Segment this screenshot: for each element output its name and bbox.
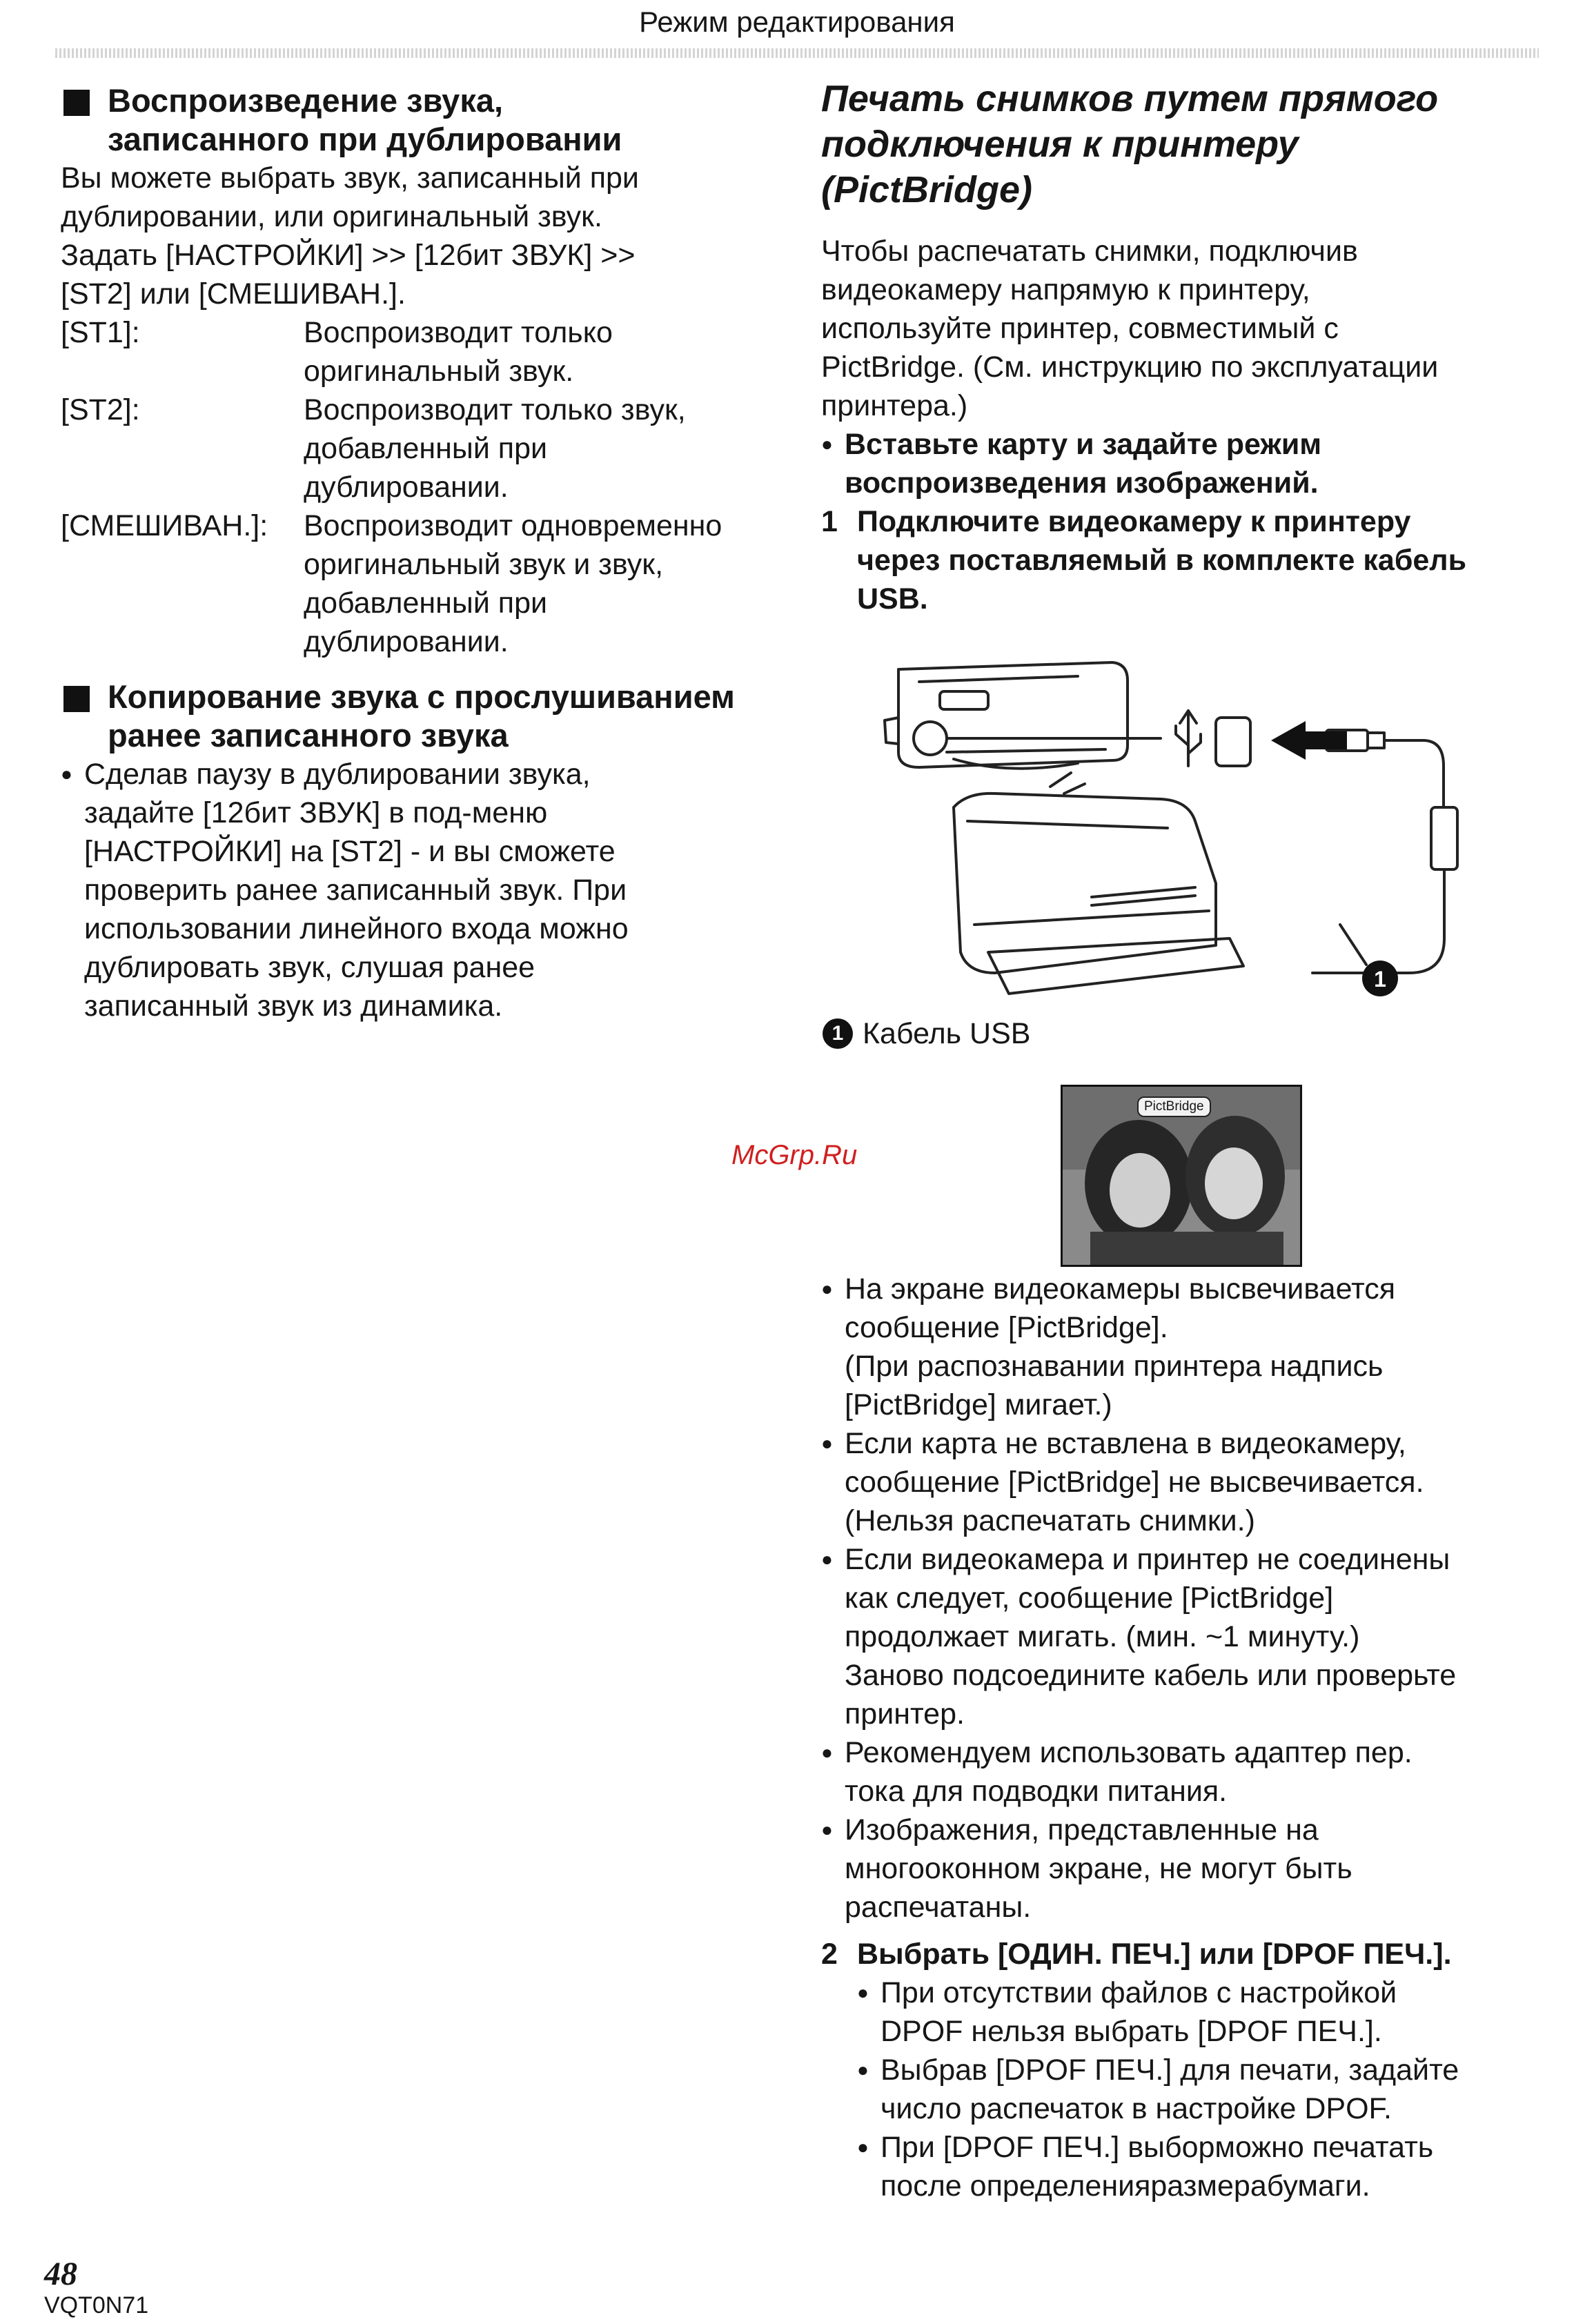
- text-line: после определенияразмерабумаги.: [880, 2169, 1370, 2203]
- text-line: PictBridge. (См. инструкцию по эксплуатации: [821, 351, 1439, 384]
- text-line: дублировании.: [304, 625, 509, 658]
- printer-icon: [954, 794, 1243, 994]
- text-line: использовании линейного входа можно: [84, 912, 629, 945]
- definition-row-st2: [61, 391, 792, 506]
- text-line: [ST2] или [СМЕШИВАН.].: [61, 277, 406, 311]
- definition-row-mix: [61, 506, 792, 661]
- note-item: [821, 1270, 1546, 1424]
- right-column-top: [821, 76, 1546, 618]
- text-line: используйте принтер, совместимый с: [821, 312, 1339, 345]
- text-line: ● При [DPOF ПЕЧ.] выборможно печатать: [880, 2131, 1434, 2164]
- header-rule: [55, 48, 1539, 58]
- watermark: McGrp.Ru: [731, 1140, 858, 1170]
- callout-badge: 1: [823, 1018, 853, 1049]
- left-column: [61, 81, 792, 1025]
- text-line: Воспроизводит только звук,: [304, 393, 686, 426]
- text-line: Заново подсоедините кабель или проверьте: [845, 1659, 1457, 1692]
- usb-icon: [1176, 711, 1201, 766]
- text-line: видеокамеру напрямую к принтеру,: [821, 273, 1310, 306]
- text-line: дублировании, или оригинальный звук.: [61, 200, 602, 233]
- text-line: продолжает мигать. (мин. ~1 минуту.): [845, 1620, 1360, 1653]
- text-line: DPOF нельзя выбрать [DPOF ПЕЧ.].: [880, 2015, 1382, 2048]
- pictbridge-title: [821, 76, 1546, 213]
- pictbridge-badge: PictBridge: [1137, 1096, 1211, 1117]
- model-code: VQT0N71: [44, 2292, 149, 2318]
- step-2-bullets: [821, 1973, 1546, 2205]
- section-title-line: Воспроизведение звука,: [108, 82, 504, 119]
- callout-number: 1: [1374, 967, 1386, 992]
- pictbridge-intro: [821, 232, 1546, 425]
- text-line: ● Сделав паузу в дублировании звука,: [84, 758, 591, 791]
- camcorder-icon: [885, 662, 1128, 769]
- figure-caption: [823, 1014, 1030, 1053]
- usb-port-icon: [1216, 718, 1250, 766]
- step-bullet: [857, 1973, 1546, 2051]
- right-column-notes: [821, 1270, 1546, 2205]
- text-line: ● Рекомендуем использовать адаптер пер.: [845, 1736, 1413, 1769]
- text-line: оригинальный звук и звук,: [304, 548, 664, 581]
- text-line: задайте [12бит ЗВУК] в под-меню: [84, 796, 548, 829]
- section-heading-sound-copy: [61, 678, 792, 755]
- text-line: ● Выбрав [DPOF ПЕЧ.] для печати, задайте: [880, 2054, 1459, 2087]
- text-line: Задать [НАСТРОЙКИ] >> [12бит ЗВУК] >>: [61, 239, 636, 272]
- definition-value: [304, 313, 792, 391]
- text-line: оригинальный звук.: [304, 355, 574, 388]
- text-line: как следует, сообщение [PictBridge]: [845, 1582, 1334, 1615]
- text-line: число распечаток в настройке DPOF.: [880, 2092, 1392, 2125]
- text-line: (Нельзя распечатать снимки.): [845, 1504, 1255, 1537]
- usb-cable-lower: [1312, 869, 1444, 973]
- section-title-line: записанного при дублировании: [108, 121, 622, 157]
- text-line: сообщение [PictBridge].: [845, 1311, 1168, 1344]
- bullet-item: [61, 755, 792, 1025]
- section-square-icon: [63, 686, 90, 712]
- section-heading-dubbing-playback: [61, 81, 792, 159]
- definition-key: [ST2]:: [61, 393, 140, 426]
- text-line: многооконном экране, не могут быть: [845, 1852, 1352, 1885]
- text-line: Подключите видеокамеру к принтеру: [857, 505, 1411, 538]
- camera-printer-illustration: [871, 649, 1492, 1014]
- section-title-line: ранее записанного звука: [108, 717, 509, 754]
- definition-row-st1: [61, 313, 792, 391]
- page-number: 48: [44, 2256, 77, 2292]
- title-line: Печать снимков путем прямого: [821, 78, 1439, 119]
- text-line: принтера.): [821, 389, 968, 422]
- step-2: [821, 1935, 1546, 1973]
- text-line: ● На экране видеокамеры высвечивается: [845, 1272, 1396, 1306]
- definition-value: [304, 506, 792, 661]
- text-line: Воспроизводит одновременно: [304, 509, 722, 542]
- text-line: сообщение [PictBridge] не высвечивается.: [845, 1466, 1424, 1499]
- text-line: дублировании.: [304, 471, 509, 504]
- text-line: [НАСТРОЙКИ] на [ST2] - и вы сможете: [84, 835, 616, 868]
- usb-cable: [1384, 740, 1444, 807]
- text-line: USB.: [857, 582, 928, 616]
- ferrite-core-icon: [1431, 807, 1457, 869]
- text-line: [PictBridge] мигает.): [845, 1388, 1112, 1421]
- step-1: [821, 502, 1546, 618]
- text-line: принтер.: [845, 1697, 965, 1731]
- text-line: Чтобы распечатать снимки, подключив: [821, 235, 1358, 268]
- step-number: 2: [821, 1938, 838, 1971]
- note-item: [821, 1733, 1546, 1811]
- text-line: добавленный при: [304, 587, 548, 620]
- motion-lines: [1050, 773, 1085, 794]
- text-line: Вы можете выбрать звук, записанный при: [61, 161, 639, 195]
- section-title-line: Копирование звука с прослушиванием: [108, 678, 735, 715]
- insert-arrow-icon: [1271, 721, 1347, 760]
- callout-leader: [1340, 925, 1366, 965]
- text-line: ● Если карта не вставлена в видеокамеру,: [845, 1427, 1406, 1460]
- note-item: [821, 1540, 1546, 1733]
- text-line: ● Если видеокамера и принтер не соединены: [845, 1543, 1450, 1576]
- definition-key: [СМЕШИВАН.]:: [61, 509, 268, 542]
- text-line: (При распознавании принтера надпись: [845, 1350, 1384, 1383]
- text-line: ● При отсутствии файлов с настройкой: [880, 1976, 1397, 2009]
- note-item: [821, 1811, 1546, 1927]
- text-line: Воспроизводит только: [304, 316, 613, 349]
- step-bullet: [857, 2051, 1546, 2128]
- step-title: Выбрать [ОДИН. ПЕЧ.] или [DPOF ПЕЧ.].: [857, 1938, 1452, 1971]
- text-line: распечатаны.: [845, 1891, 1032, 1924]
- text-line: ● Вставьте карту и задайте режим: [845, 428, 1322, 461]
- callout-1-icon: [1362, 961, 1398, 996]
- note-item: [821, 1424, 1546, 1540]
- section-intro: [61, 159, 792, 313]
- definition-list: [61, 313, 792, 661]
- section-square-icon: [63, 90, 90, 116]
- text-line: проверить ранее записанный звук. При: [84, 874, 627, 907]
- text-line: записанный звук из динамика.: [84, 989, 503, 1023]
- definition-value: [304, 391, 792, 506]
- caption-text: Кабель USB: [863, 1017, 1031, 1050]
- text-line: дублировать звук, слушая ранее: [84, 951, 535, 984]
- text-line: ● Изображения, представленные на: [845, 1813, 1319, 1847]
- running-head: Режим редактирования: [639, 6, 955, 38]
- title-line: подключения к принтеру: [821, 124, 1299, 165]
- step-bullet: [857, 2128, 1546, 2205]
- text-line: добавленный при: [304, 432, 548, 465]
- prep-bullet: [821, 425, 1546, 502]
- camera-screen-photo: [1061, 1085, 1302, 1267]
- title-line: (PictBridge): [821, 169, 1033, 210]
- definition-key: [ST1]:: [61, 316, 140, 349]
- text-line: через поставляемый в комплекте кабель: [857, 544, 1467, 577]
- text-line: воспроизведения изображений.: [845, 466, 1319, 500]
- text-line: тока для подводки питания.: [845, 1775, 1228, 1808]
- step-number: 1: [821, 505, 838, 538]
